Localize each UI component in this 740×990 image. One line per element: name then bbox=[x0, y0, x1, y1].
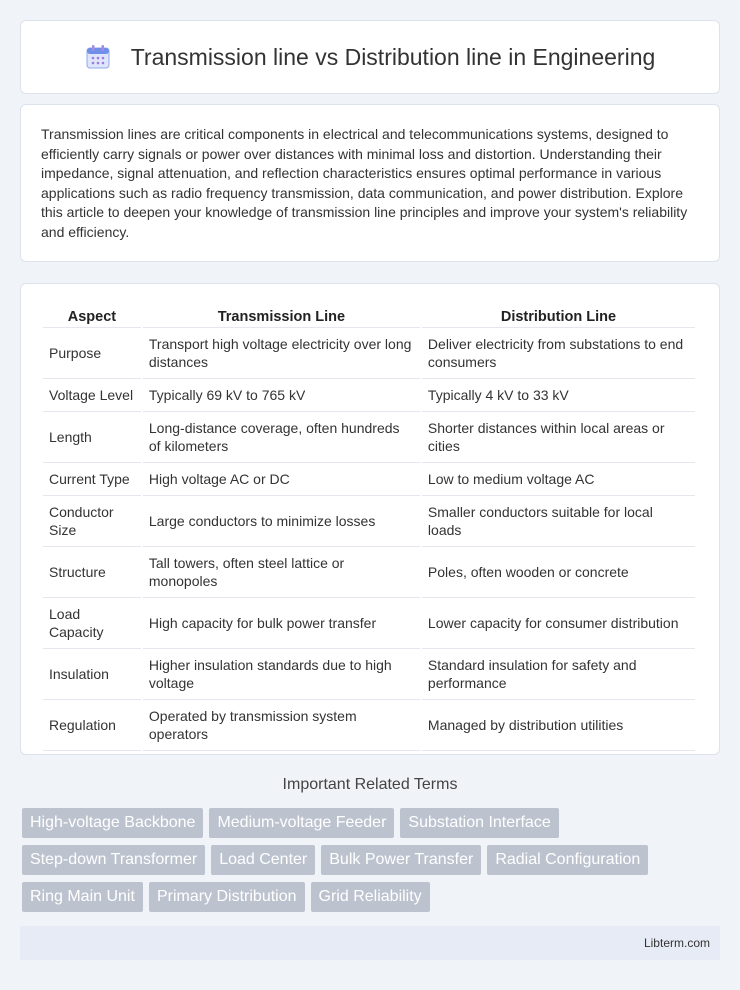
tag-load-center[interactable]: Load Center bbox=[211, 845, 315, 875]
cell-transmission: Operated by transmission system operators bbox=[143, 700, 420, 751]
intro-paragraph: Transmission lines are critical components in electrical and telecommunications systems, designed to efficiently carry signals or power over distances with minimal loss and distortion. Understanding their impedance, signal attenuation, and reflection characteristics ensures optimal performance in various applications such as radio frequency transmission, data communication, and power distribution. Explore this article to deepen your knowledge of transmission line principles and improve your system's reliability and efficiency. bbox=[41, 126, 688, 240]
table-row bbox=[43, 412, 695, 463]
cell-transmission: Tall towers, often steel lattice or monopoles bbox=[143, 547, 420, 598]
footer bbox=[20, 926, 720, 960]
page-title: Transmission line vs Distribution line in Engineering bbox=[130, 43, 656, 70]
tag-substation-interface[interactable]: Substation Interface bbox=[400, 808, 558, 838]
cell-aspect: Structure bbox=[43, 547, 141, 598]
tag-bulk-power-transfer[interactable]: Bulk Power Transfer bbox=[321, 845, 481, 875]
cell-distribution: Standard insulation for safety and performance bbox=[422, 649, 695, 700]
header-aspect: Aspect bbox=[43, 304, 141, 328]
tag-row bbox=[22, 845, 722, 875]
cell-aspect: Purpose bbox=[43, 328, 141, 379]
cell-distribution: Shorter distances within local areas or cities bbox=[422, 412, 695, 463]
cell-aspect: Load Capacity bbox=[43, 598, 141, 649]
table-row bbox=[43, 547, 695, 598]
table-row bbox=[43, 463, 695, 496]
cell-aspect: Voltage Level bbox=[43, 379, 141, 412]
related-terms-title: Important Related Terms bbox=[282, 776, 458, 793]
header-transmission-line: Transmission Line bbox=[143, 304, 420, 328]
table-row bbox=[43, 700, 695, 751]
tag-step-down-transformer[interactable]: Step-down Transformer bbox=[22, 845, 205, 875]
tag-row bbox=[22, 808, 722, 838]
cell-transmission: Higher insulation standards due to high voltage bbox=[143, 649, 420, 700]
comparison-table bbox=[41, 304, 697, 751]
intro-card bbox=[20, 104, 720, 262]
title-card bbox=[20, 20, 720, 94]
footer-site-link[interactable]: Libterm.com bbox=[643, 936, 710, 950]
tag-primary-distribution[interactable]: Primary Distribution bbox=[149, 882, 305, 912]
cell-aspect: Current Type bbox=[43, 463, 141, 496]
table-row bbox=[43, 649, 695, 700]
cell-distribution: Lower capacity for consumer distribution bbox=[422, 598, 695, 649]
cell-transmission: Typically 69 kV to 765 kV bbox=[143, 379, 420, 412]
tag-row bbox=[22, 882, 722, 912]
header-distribution-line: Distribution Line bbox=[422, 304, 695, 328]
cell-distribution: Deliver electricity from substations to end consumers bbox=[422, 328, 695, 379]
cell-aspect: Insulation bbox=[43, 649, 141, 700]
table-row bbox=[43, 328, 695, 379]
cell-transmission: High capacity for bulk power transfer bbox=[143, 598, 420, 649]
table-row bbox=[43, 496, 695, 547]
comparison-card bbox=[20, 283, 720, 755]
tag-high-voltage-backbone[interactable]: High-voltage Backbone bbox=[22, 808, 203, 838]
calendar-icon bbox=[85, 44, 111, 70]
cell-distribution: Managed by distribution utilities bbox=[422, 700, 695, 751]
cell-aspect: Regulation bbox=[43, 700, 141, 751]
cell-distribution: Poles, often wooden or concrete bbox=[422, 547, 695, 598]
cell-distribution: Low to medium voltage AC bbox=[422, 463, 695, 496]
table-header-row bbox=[43, 304, 695, 328]
cell-transmission: Long-distance coverage, often hundreds of kilometers bbox=[143, 412, 420, 463]
cell-aspect: Length bbox=[43, 412, 141, 463]
tag-grid-reliability[interactable]: Grid Reliability bbox=[311, 882, 430, 912]
tag-ring-main-unit[interactable]: Ring Main Unit bbox=[22, 882, 143, 912]
cell-transmission: Large conductors to minimize losses bbox=[143, 496, 420, 547]
cell-aspect: Conductor Size bbox=[43, 496, 141, 547]
cell-distribution: Typically 4 kV to 33 kV bbox=[422, 379, 695, 412]
tag-radial-configuration[interactable]: Radial Configuration bbox=[487, 845, 648, 875]
related-terms-tags bbox=[22, 808, 722, 919]
cell-transmission: High voltage AC or DC bbox=[143, 463, 420, 496]
cell-transmission: Transport high voltage electricity over long distances bbox=[143, 328, 420, 379]
tag-medium-voltage-feeder[interactable]: Medium-voltage Feeder bbox=[209, 808, 394, 838]
table-row bbox=[43, 598, 695, 649]
cell-distribution: Smaller conductors suitable for local loads bbox=[422, 496, 695, 547]
table-row bbox=[43, 379, 695, 412]
